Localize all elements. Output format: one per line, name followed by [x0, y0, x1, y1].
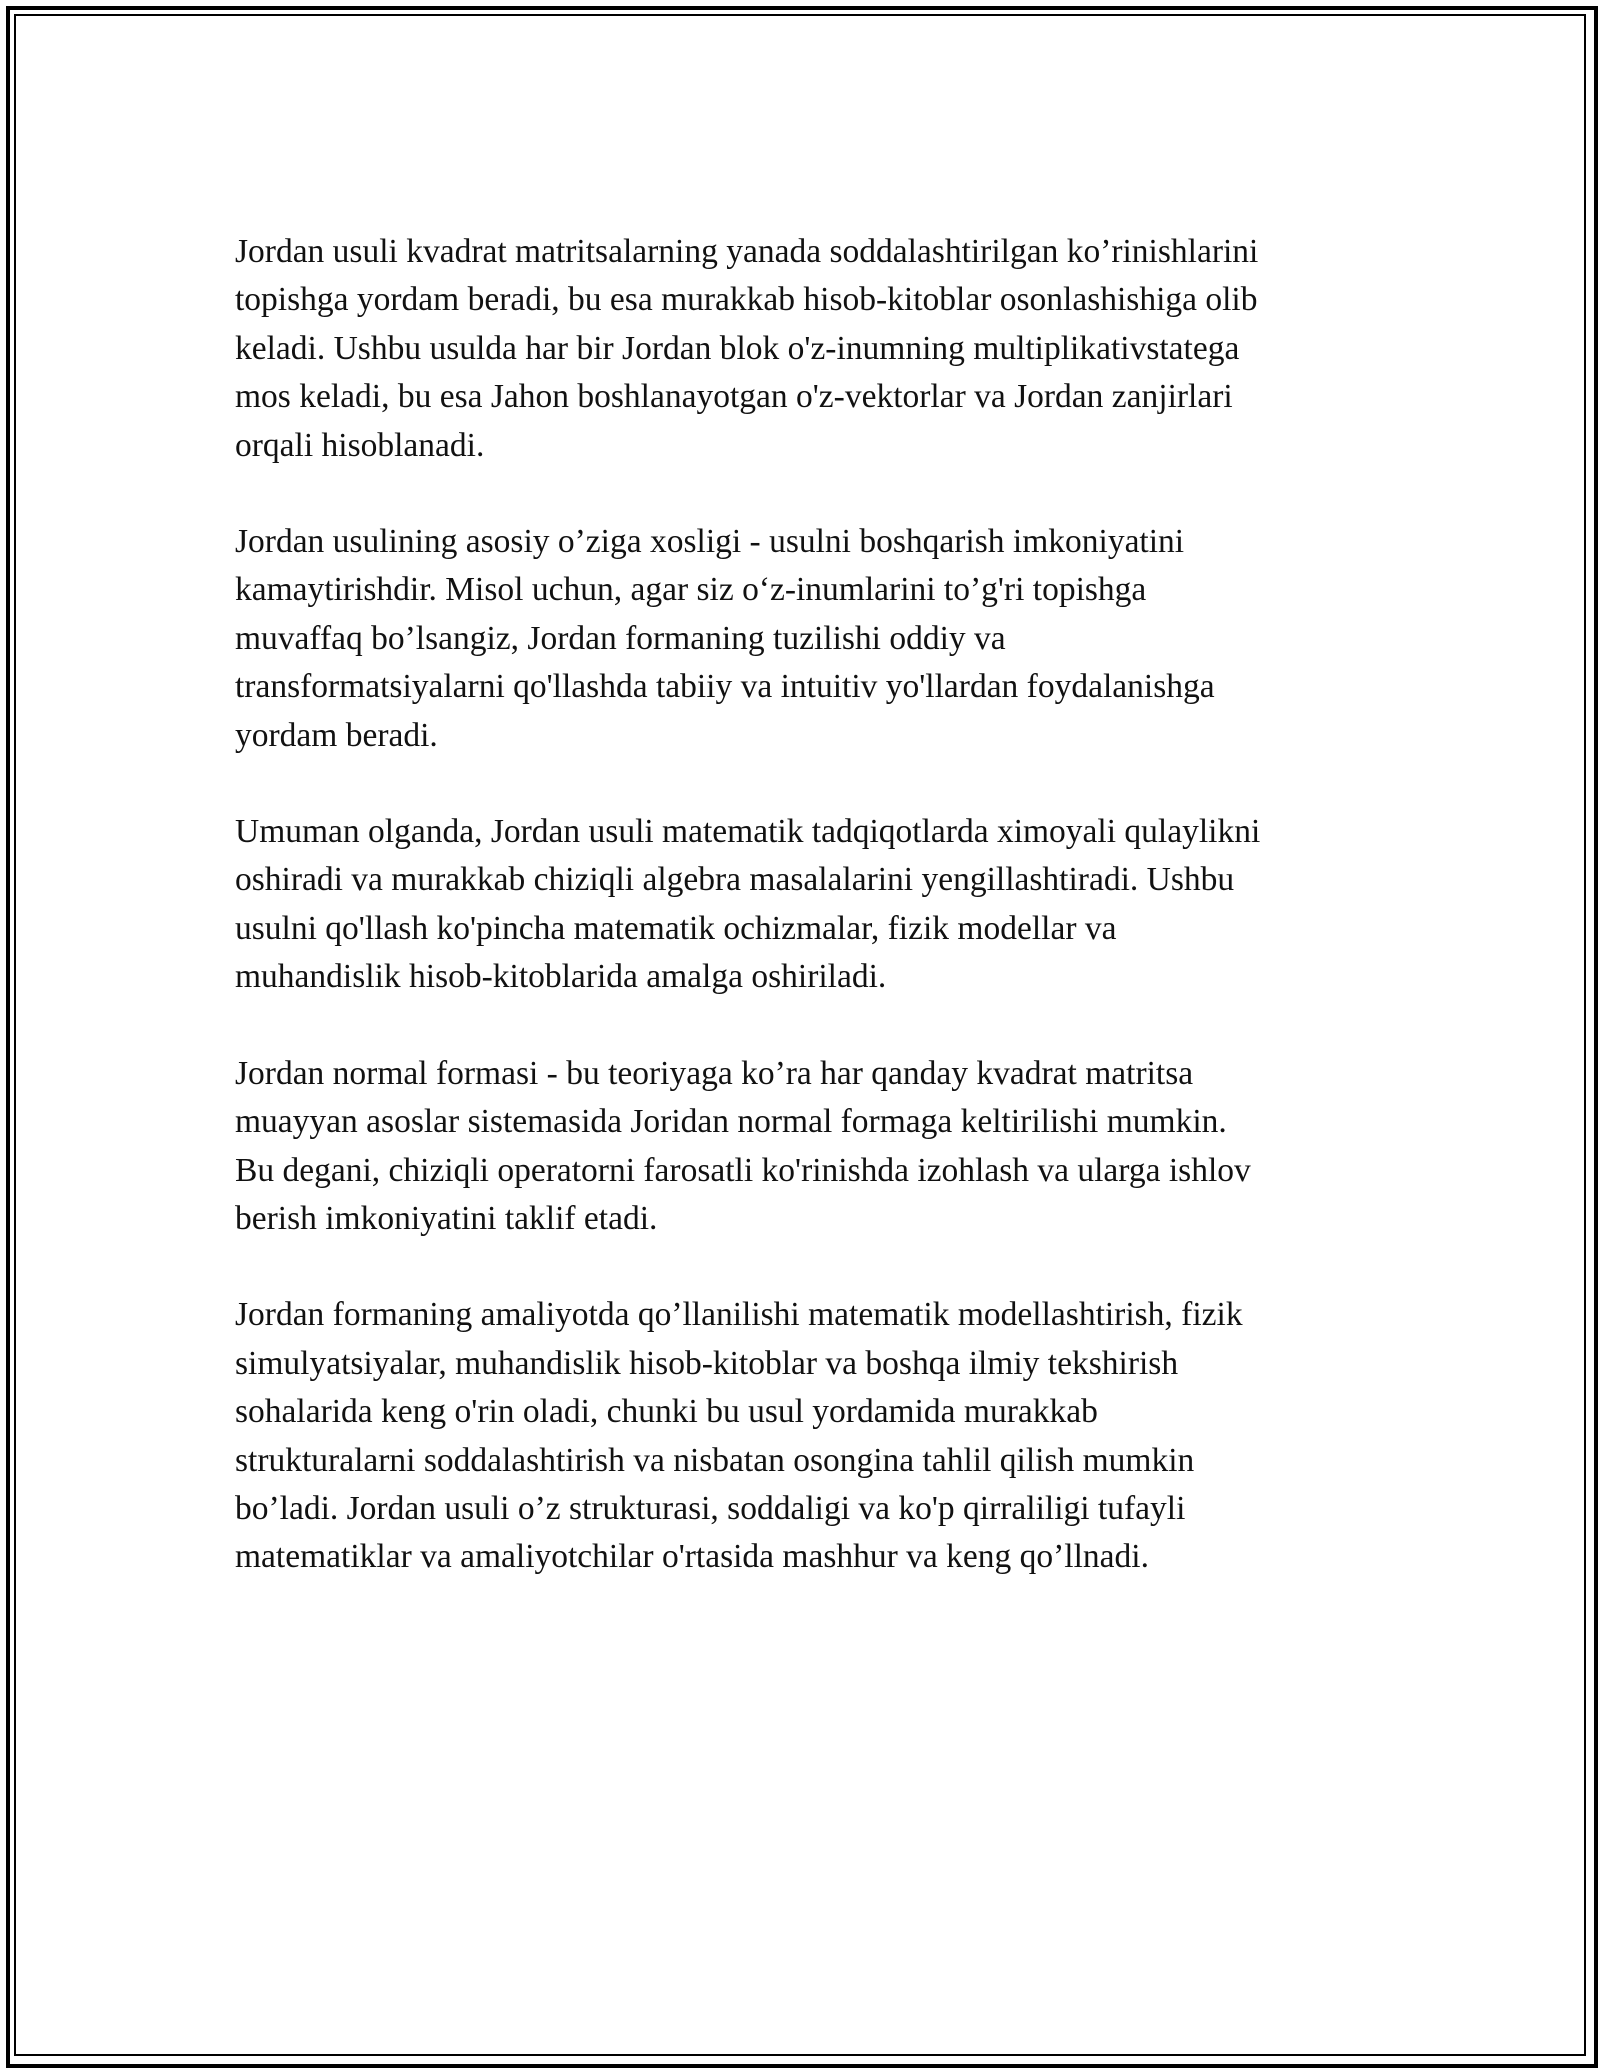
paragraph-line: muhandislik hisob-kitoblarida amalga oshiriladi.	[235, 958, 887, 996]
paragraph-line: oshiradi va murakkab chiziqli algebra masalalarini yengillashtiradi. Ushbu	[235, 861, 1235, 899]
paragraph-line: topishga yordam beradi, bu esa murakkab hisob-kitoblar osonlashishiga olib	[235, 281, 1258, 319]
paragraph-line: kamaytirishdir. Misol uchun, agar siz o‘z-inumlarini to’g'ri topishga	[235, 571, 1147, 609]
paragraph-3	[235, 808, 1375, 1002]
paragraph-line: yordam beradi.	[235, 716, 438, 754]
document-body	[235, 228, 1375, 1582]
paragraph-line: Jordan usuli kvadrat matritsalarning yanada soddalashtirilgan ko’rinishlarini	[235, 233, 1259, 270]
paragraph-4	[235, 1050, 1375, 1244]
paragraph-line: keladi. Ushbu usulda har bir Jordan blok o'z-inumning multiplikativstatega	[235, 329, 1240, 367]
paragraph-line: orqali hisoblanadi.	[235, 426, 485, 464]
paragraph-line: simulyatsiyalar, muhandislik hisob-kitoblar va boshqa ilmiy tekshirish	[235, 1344, 1179, 1382]
paragraph-line: Jordan normal formasi - bu teoriyaga ko’ra har qanday kvadrat matritsa	[235, 1054, 1194, 1092]
paragraph-line: Jordan usulining asosiy o’ziga xosligi - usulni boshqarish imkoniyatini	[235, 523, 1185, 561]
paragraph-line: muvaffaq bo’lsangiz, Jordan formaning tuzilishi oddiy va	[235, 619, 1006, 657]
paragraph-5	[235, 1291, 1375, 1581]
paragraph-line: transformatsiyalarni qo'llashda tabiiy va intuitiv yo'llardan foydalanishga	[235, 668, 1215, 706]
paragraph-1	[235, 228, 1375, 470]
paragraph-line: bo’ladi. Jordan usuli o’z strukturasi, soddaligi va ko'p qirraliligi tufayli	[235, 1489, 1186, 1527]
paragraph-line: Umuman olganda, Jordan usuli matematik tadqiqotlarda ximoyali qulaylikni	[235, 813, 1261, 851]
paragraph-line: muayyan asoslar sistemasida Joridan normal formaga keltirilishi mumkin.	[235, 1103, 1227, 1141]
paragraph-2	[235, 518, 1375, 760]
paragraph-line: berish imkoniyatini taklif etadi.	[235, 1199, 658, 1237]
paragraph-line: sohalarida keng o'rin oladi, chunki bu usul yordamida murakkab	[235, 1393, 1098, 1431]
paragraph-line: strukturalarni soddalashtirish va nisbatan osongina tahlil qilish mumkin	[235, 1441, 1195, 1479]
paragraph-line: Bu degani, chiziqli operatorni farosatli ko'rinishda izohlash va ularga ishlov	[235, 1151, 1251, 1189]
paragraph-line: matematiklar va amaliyotchilar o'rtasida mashhur va keng qo’llnadi.	[235, 1538, 1149, 1576]
paragraph-line: usulni qo'llash ko'pincha matematik ochizmalar, fizik modellar va	[235, 909, 1117, 947]
paragraph-line: Jordan formaning amaliyotda qo’llanilishi matematik modellashtirish, fizik	[235, 1296, 1243, 1334]
paragraph-line: mos keladi, bu esa Jahon boshlanayotgan o'z-vektorlar va Jordan zanjirlari	[235, 378, 1233, 416]
